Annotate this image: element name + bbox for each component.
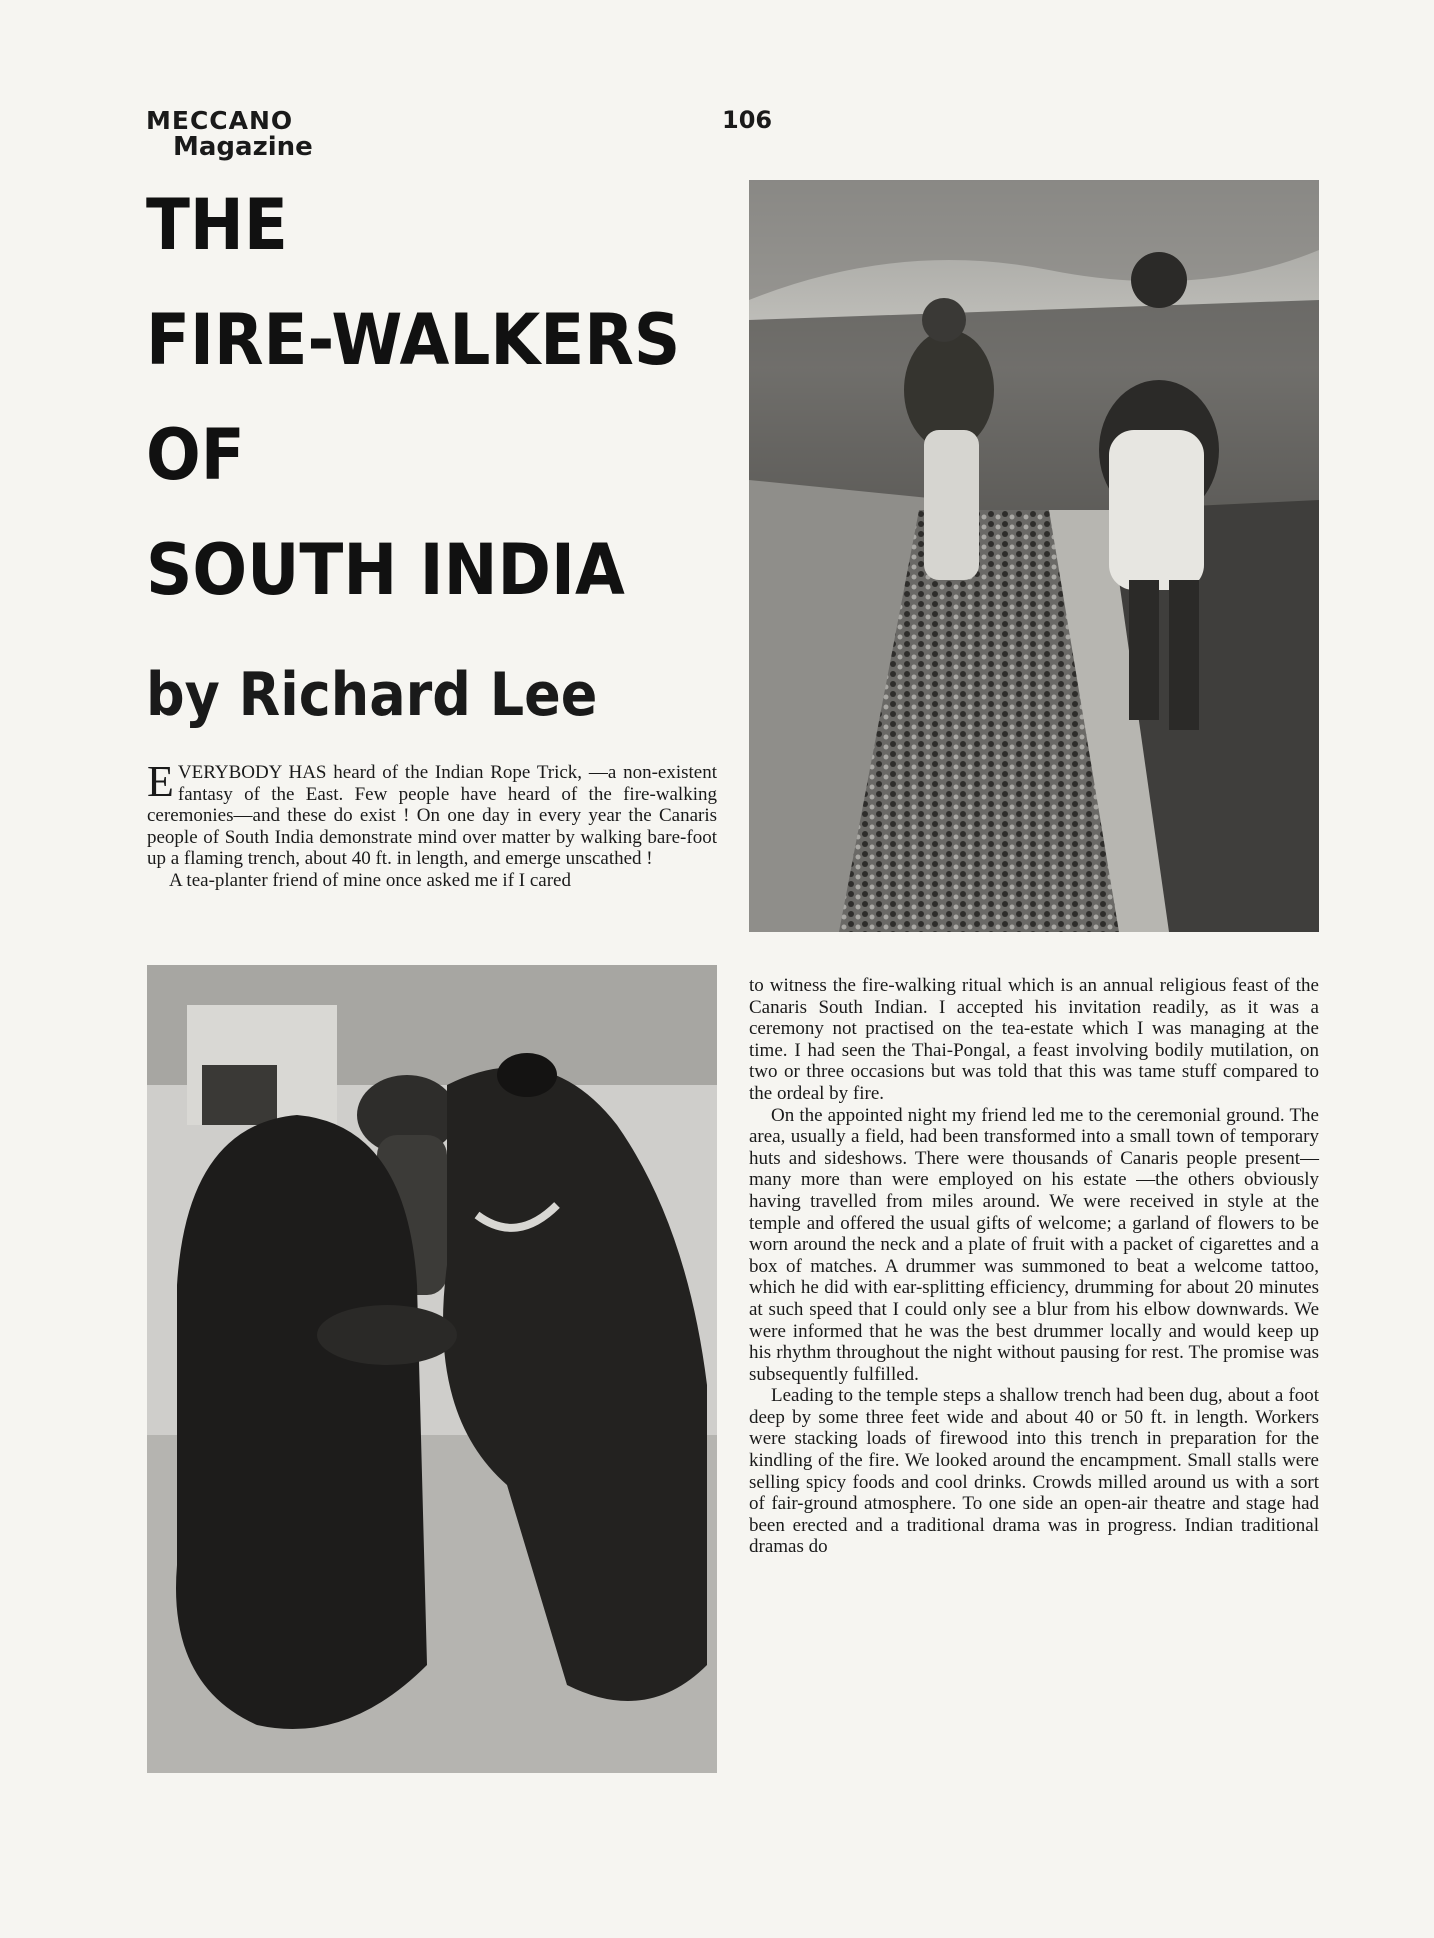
title-line-4: SOUTH INDIA bbox=[146, 529, 625, 611]
body-paragraph-3: Leading to the temple steps a shallow trench had been dug, about a foot deep by some three feet wide and about 40 or 50 ft. in length. Workers were stacking loads of firewood into this trench in preparation for the kindling of the fire. We looked around the encampment. Small stalls were selling spicy foods and cool drinks. Crowds milled around us with a sort of fair-ground atmosphere. To one side an open-air theatre and stage had been erected and a traditional drama was in progress. Indian traditional dramas do bbox=[749, 1385, 1319, 1558]
fire-walkers-photo bbox=[749, 180, 1319, 932]
dancing-bears-photo bbox=[147, 965, 717, 1773]
masthead-line1: MECCANO bbox=[146, 106, 294, 135]
masthead bbox=[146, 108, 313, 162]
title-line-2: FIRE-WALKERS bbox=[146, 299, 681, 381]
title-line-1: THE bbox=[146, 184, 288, 266]
page-number: 106 bbox=[722, 106, 773, 134]
intro-paragraph-2: A tea-planter friend of mine once asked me if I cared bbox=[169, 869, 571, 891]
intro-text bbox=[147, 757, 717, 891]
body-paragraph-2: On the appointed night my friend led me to the ceremonial ground. The area, usually a field, had been transformed into a small town of temporary huts and sideshows. There were thousands of Canaris people present—many more than were employed on his estate —the others obviously having travelled from miles around. We were received in style at the temple and offered the usual gifts of welcome; a garland of flowers to be worn around the neck and a plate of fruit with a packet of cigarettes and a box of matches. A drummer was summoned to beat a welcome tattoo, which he did with ear-splitting efficiency, drumming for about 20 minutes at such speed that I could only see a blur from his elbow downwards. We were informed that he was the best drummer locally and would keep up his rhythm throughout the night without pausing for rest. The promise was subsequently fulfilled. bbox=[749, 1104, 1319, 1385]
drop-cap: E bbox=[147, 757, 174, 806]
title-line-3: OF bbox=[146, 414, 245, 496]
intro-paragraph-text: VERYBODY HAS heard of the Indian Rope Trick, —a non-existent fantasy of the East. Few people have heard of the fire-walking ceremonies—and these do exist ! On one day in every year the Canaris people of South India demonstrate mind over matter by walking bare-foot up a flaming trench, about 40 ft. in length, and emerge unscathed ! bbox=[147, 762, 717, 869]
body-text bbox=[749, 975, 1319, 1558]
intro-paragraph bbox=[147, 757, 717, 870]
body-paragraph-1: to witness the fire-walking ritual which is an annual religious feast of the Canaris South Indian. I accepted his invitation readily, as it was a ceremony not practised on the tea-estate which I was managing at the time. I had seen the Thai-Pongal, a feast involving bodily mutilation, on two or three occasions but was told that this was tame stuff compared to the ordeal by fire. bbox=[749, 975, 1319, 1104]
byline: by Richard Lee bbox=[146, 660, 598, 730]
masthead-line2: Magazine bbox=[173, 132, 313, 163]
